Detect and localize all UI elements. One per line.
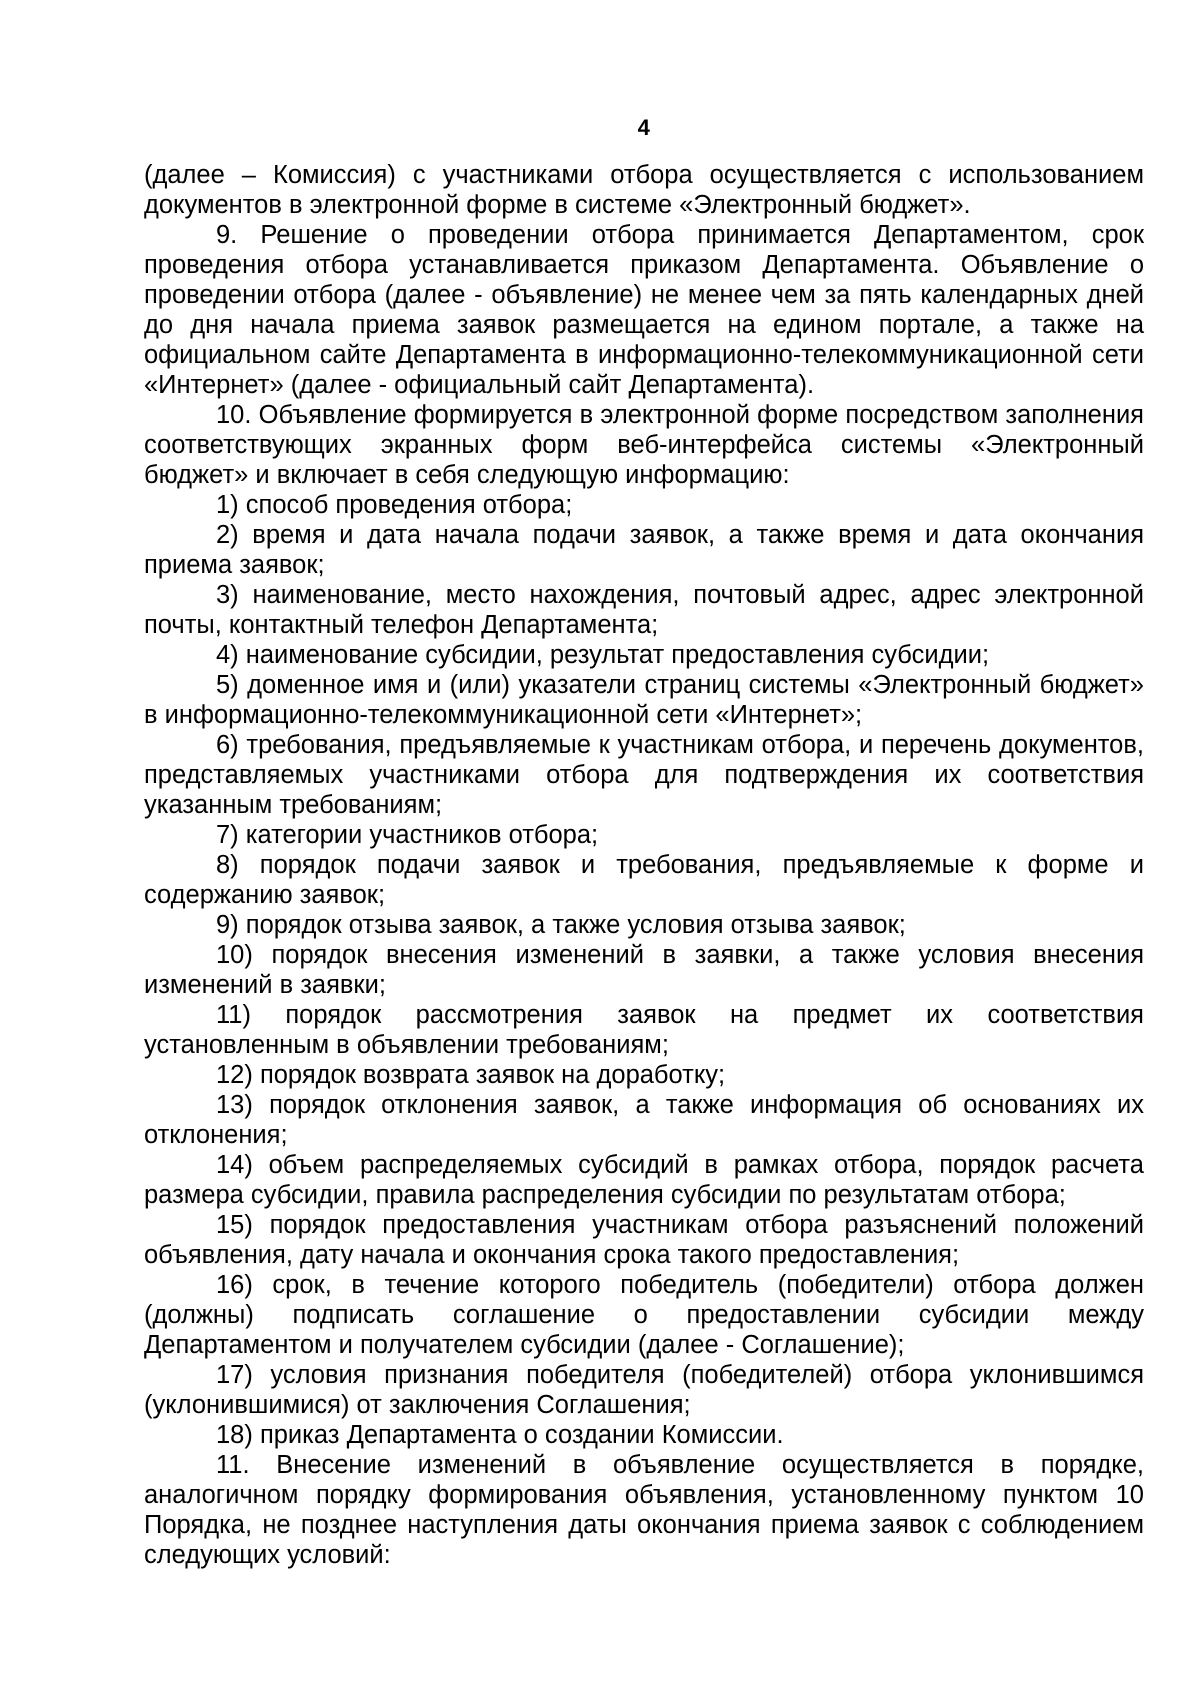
paragraph: 10. Объявление формируется в электронной форме посредством заполнения соответствующих экранных форм веб-интерфейса системы «Электронный бюджет» и включает в себя следующую информацию: [144, 401, 1144, 489]
list-item: 2) время и дата начала подачи заявок, а также время и дата окончания приема заявок; [144, 521, 1144, 579]
list-item: 8) порядок подачи заявок и требования, предъявляемые к форме и содержанию заявок; [144, 851, 1144, 909]
list-item: 18) приказ Департамента о создании Комиссии. [216, 1421, 784, 1449]
list-item: 13) порядок отклонения заявок, а также информация об основаниях их отклонения; [144, 1091, 1144, 1149]
list-item: 14) объем распределяемых субсидий в рамках отбора, порядок расчета размера субсидии, правила распределения субсидии по результатам отбора; [144, 1151, 1144, 1209]
list-item: 10) порядок внесения изменений в заявки, а также условия внесения изменений в заявки; [144, 941, 1144, 999]
list-item: 15) порядок предоставления участникам отбора разъяснений положений объявления, дату начала и окончания срока такого предоставления; [144, 1211, 1144, 1269]
list-item: 17) условия признания победителя (победителей) отбора уклонившимся (уклонившимися) от заключения Соглашения; [144, 1361, 1144, 1419]
list-item: 7) категории участников отбора; [216, 821, 599, 849]
list-item: 9) порядок отзыва заявок, а также условия отзыва заявок; [216, 911, 906, 939]
document-page [144, 108, 1144, 1570]
list-item: 5) доменное имя и (или) указатели страниц системы «Электронный бюджет» в информационно-телекоммуникационной сети «Интернет»; [144, 671, 1144, 729]
list-item: 12) порядок возврата заявок на доработку; [216, 1061, 726, 1089]
list-item: 1) способ проведения отбора; [216, 491, 573, 519]
list-item: 3) наименование, место нахождения, почтовый адрес, адрес электронной почты, контактный телефон Департамента; [144, 581, 1144, 639]
list-item: 16) срок, в течение которого победитель (победители) отбора должен (должны) подписать соглашение о предоставлении субсидии между Департаментом и получателем субсидии (далее - Соглашение); [144, 1271, 1144, 1359]
paragraph: 9. Решение о проведении отбора принимается Департаментом, срок проведения отбора устанавливается приказом Департамента. Объявление о проведении отбора (далее - объявление) не менее чем за пять календарных дней до дня начала приема заявок размещается на едином портале, а также на официальном сайте Департамента в информационно-телекоммуникационной сети «Интернет» (далее - официальный сайт Департамента). [144, 221, 1144, 399]
page-number: 4 [637, 115, 651, 140]
list-item: 4) наименование субсидии, результат предоставления субсидии; [216, 641, 990, 669]
list-item: 6) требования, предъявляемые к участникам отбора, и перечень документов, представляемых участниками отбора для подтверждения их соответствия указанным требованиям; [144, 731, 1144, 819]
paragraph: (далее – Комиссия) с участниками отбора осуществляется с использованием документов в электронной форме в системе «Электронный бюджет». [144, 161, 1144, 219]
list-item: 11) порядок рассмотрения заявок на предмет их соответствия установленным в объявлении требованиям; [144, 1001, 1144, 1059]
paragraph: 11. Внесение изменений в объявление осуществляется в порядке, аналогичном порядку формирования объявления, установленному пунктом 10 Порядка, не позднее наступления даты окончания приема заявок с соблюдением следующих условий: [144, 1451, 1144, 1569]
